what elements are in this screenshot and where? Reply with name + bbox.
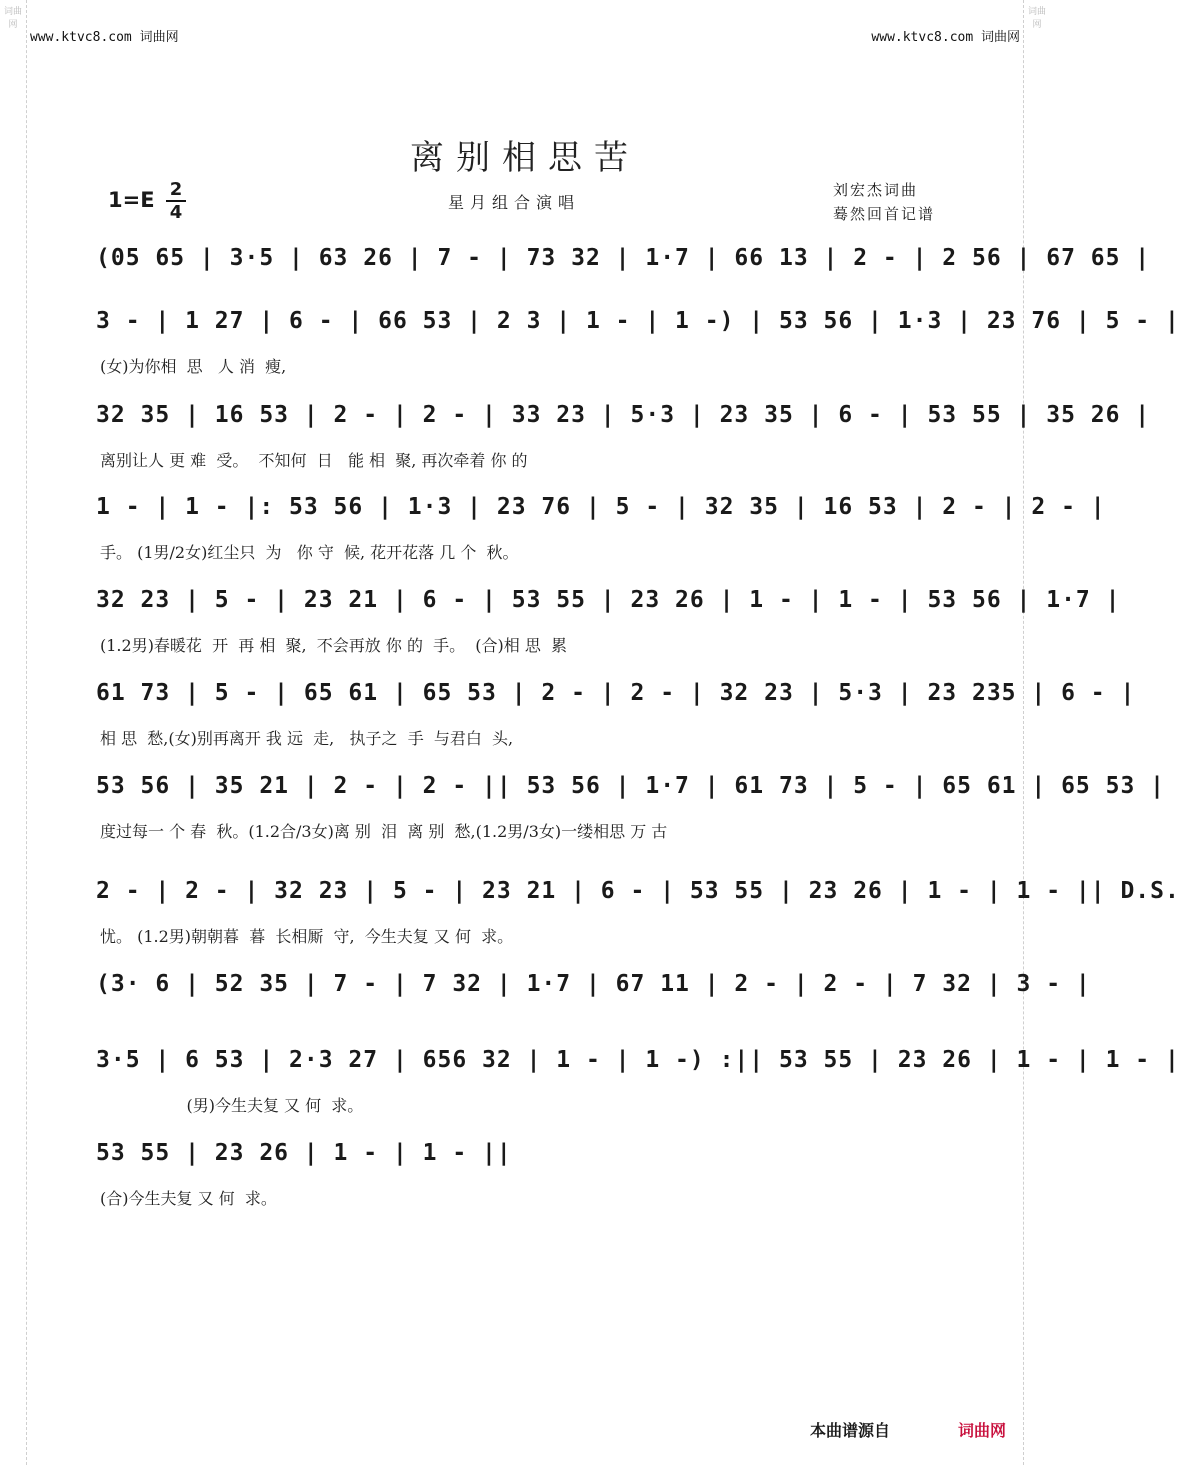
notation: (3· 6 | 52 35 | 7 - | 7 32 | 1·7 | 67 11 | 2 - | 2 - | 7 32 | 3 - | <box>96 971 1091 997</box>
lyric-line: (合)今生夫复 又 何 求。 <box>100 1189 277 1208</box>
notation: 32 23 | 5 - | 23 21 | 6 - | 53 55 | 23 26 | 1 - | 1 - | 53 56 | 1·7 | <box>96 587 1121 613</box>
footer-source-label: 本曲谱源自 <box>810 1421 891 1440</box>
lyric-line: (女)为你相 思 人 消 瘦, <box>100 357 287 376</box>
right-watermark-strip <box>1023 0 1050 1465</box>
time-sig-top: 2 <box>169 179 183 200</box>
credit-lyrics-music: 刘宏杰词曲 <box>833 181 919 199</box>
credit-transcriber: 蓦然回首记谱 <box>833 205 936 223</box>
lyric-line: 手。 (1男/2女)红尘只 为 你 守 候, 花开花落 几 个 秋。 <box>100 543 519 562</box>
notation: 3·5 | 6 53 | 2·3 27 | 656 32 | 1 - | 1 -) :|| 53 55 | 23 26 | 1 - | 1 - | <box>96 1047 1180 1073</box>
performer: 星月组合演唱 <box>448 193 581 212</box>
lyric-line: 相 思 愁,(女)别再离开 我 远 走, 执子之 手 与君白 头, <box>100 729 514 748</box>
notation: 1 - | 1 - |: 53 56 | 1·3 | 23 76 | 5 - | 32 35 | 16 53 | 2 - | 2 - | <box>96 494 1106 520</box>
header-watermark-right: www.ktvc8.com 词曲网 <box>871 30 1020 45</box>
key-signature: 1=E <box>108 188 155 212</box>
song-title: 离别相思苦 <box>410 138 640 178</box>
lyric-line: 度过每一 个 春 秋。(1.2合/3女)离 别 泪 离 别 愁,(1.2男/3女)一缕相思 万 古 <box>100 822 668 841</box>
notation: 32 35 | 16 53 | 2 - | 2 - | 33 23 | 5·3 | 23 35 | 6 - | 53 55 | 35 26 | <box>96 402 1151 428</box>
notation: 2 - | 2 - | 32 23 | 5 - | 23 21 | 6 - | 53 55 | 23 26 | 1 - | 1 - || D.S. <box>96 878 1180 904</box>
credits <box>833 178 935 226</box>
notation: (05 65 | 3·5 | 63 26 | 7 - | 73 32 | 1·7 | 66 13 | 2 - | 2 56 | 67 65 | <box>96 245 1151 271</box>
lyric-line: (男)今生夫复 又 何 求。 <box>100 1096 364 1115</box>
footer-brand-link[interactable]: 词曲网 <box>958 1421 1007 1440</box>
side-watermark: 词曲网 <box>1027 7 1046 30</box>
header-watermark-left: www.ktvc8.com 词曲网 <box>30 30 179 45</box>
side-watermark: 词曲网 <box>3 7 22 30</box>
notation: 61 73 | 5 - | 65 61 | 65 53 | 2 - | 2 - | 32 23 | 5·3 | 23 235 | 6 - | <box>96 680 1136 706</box>
lyric-line: 离别让人 更 难 受。 不知何 日 能 相 聚, 再次牵着 你 的 <box>100 451 528 470</box>
lyric-line: 忧。 (1.2男)朝朝暮 暮 长相厮 守, 今生夫复 又 何 求。 <box>100 927 514 946</box>
notation: 3 - | 1 27 | 6 - | 66 53 | 2 3 | 1 - | 1 -) | 53 56 | 1·3 | 23 76 | 5 - | <box>96 308 1180 334</box>
time-sig-bottom: 4 <box>169 202 183 223</box>
time-signature <box>166 180 186 222</box>
lyric-line: (1.2男)春暖花 开 再 相 聚, 不会再放 你 的 手。 (合)相 思 累 <box>100 636 568 655</box>
notation: 53 56 | 35 21 | 2 - | 2 - || 53 56 | 1·7 | 61 73 | 5 - | 65 61 | 65 53 | <box>96 773 1165 799</box>
notation: 53 55 | 23 26 | 1 - | 1 - || <box>96 1140 512 1166</box>
left-watermark-strip <box>0 0 27 1465</box>
